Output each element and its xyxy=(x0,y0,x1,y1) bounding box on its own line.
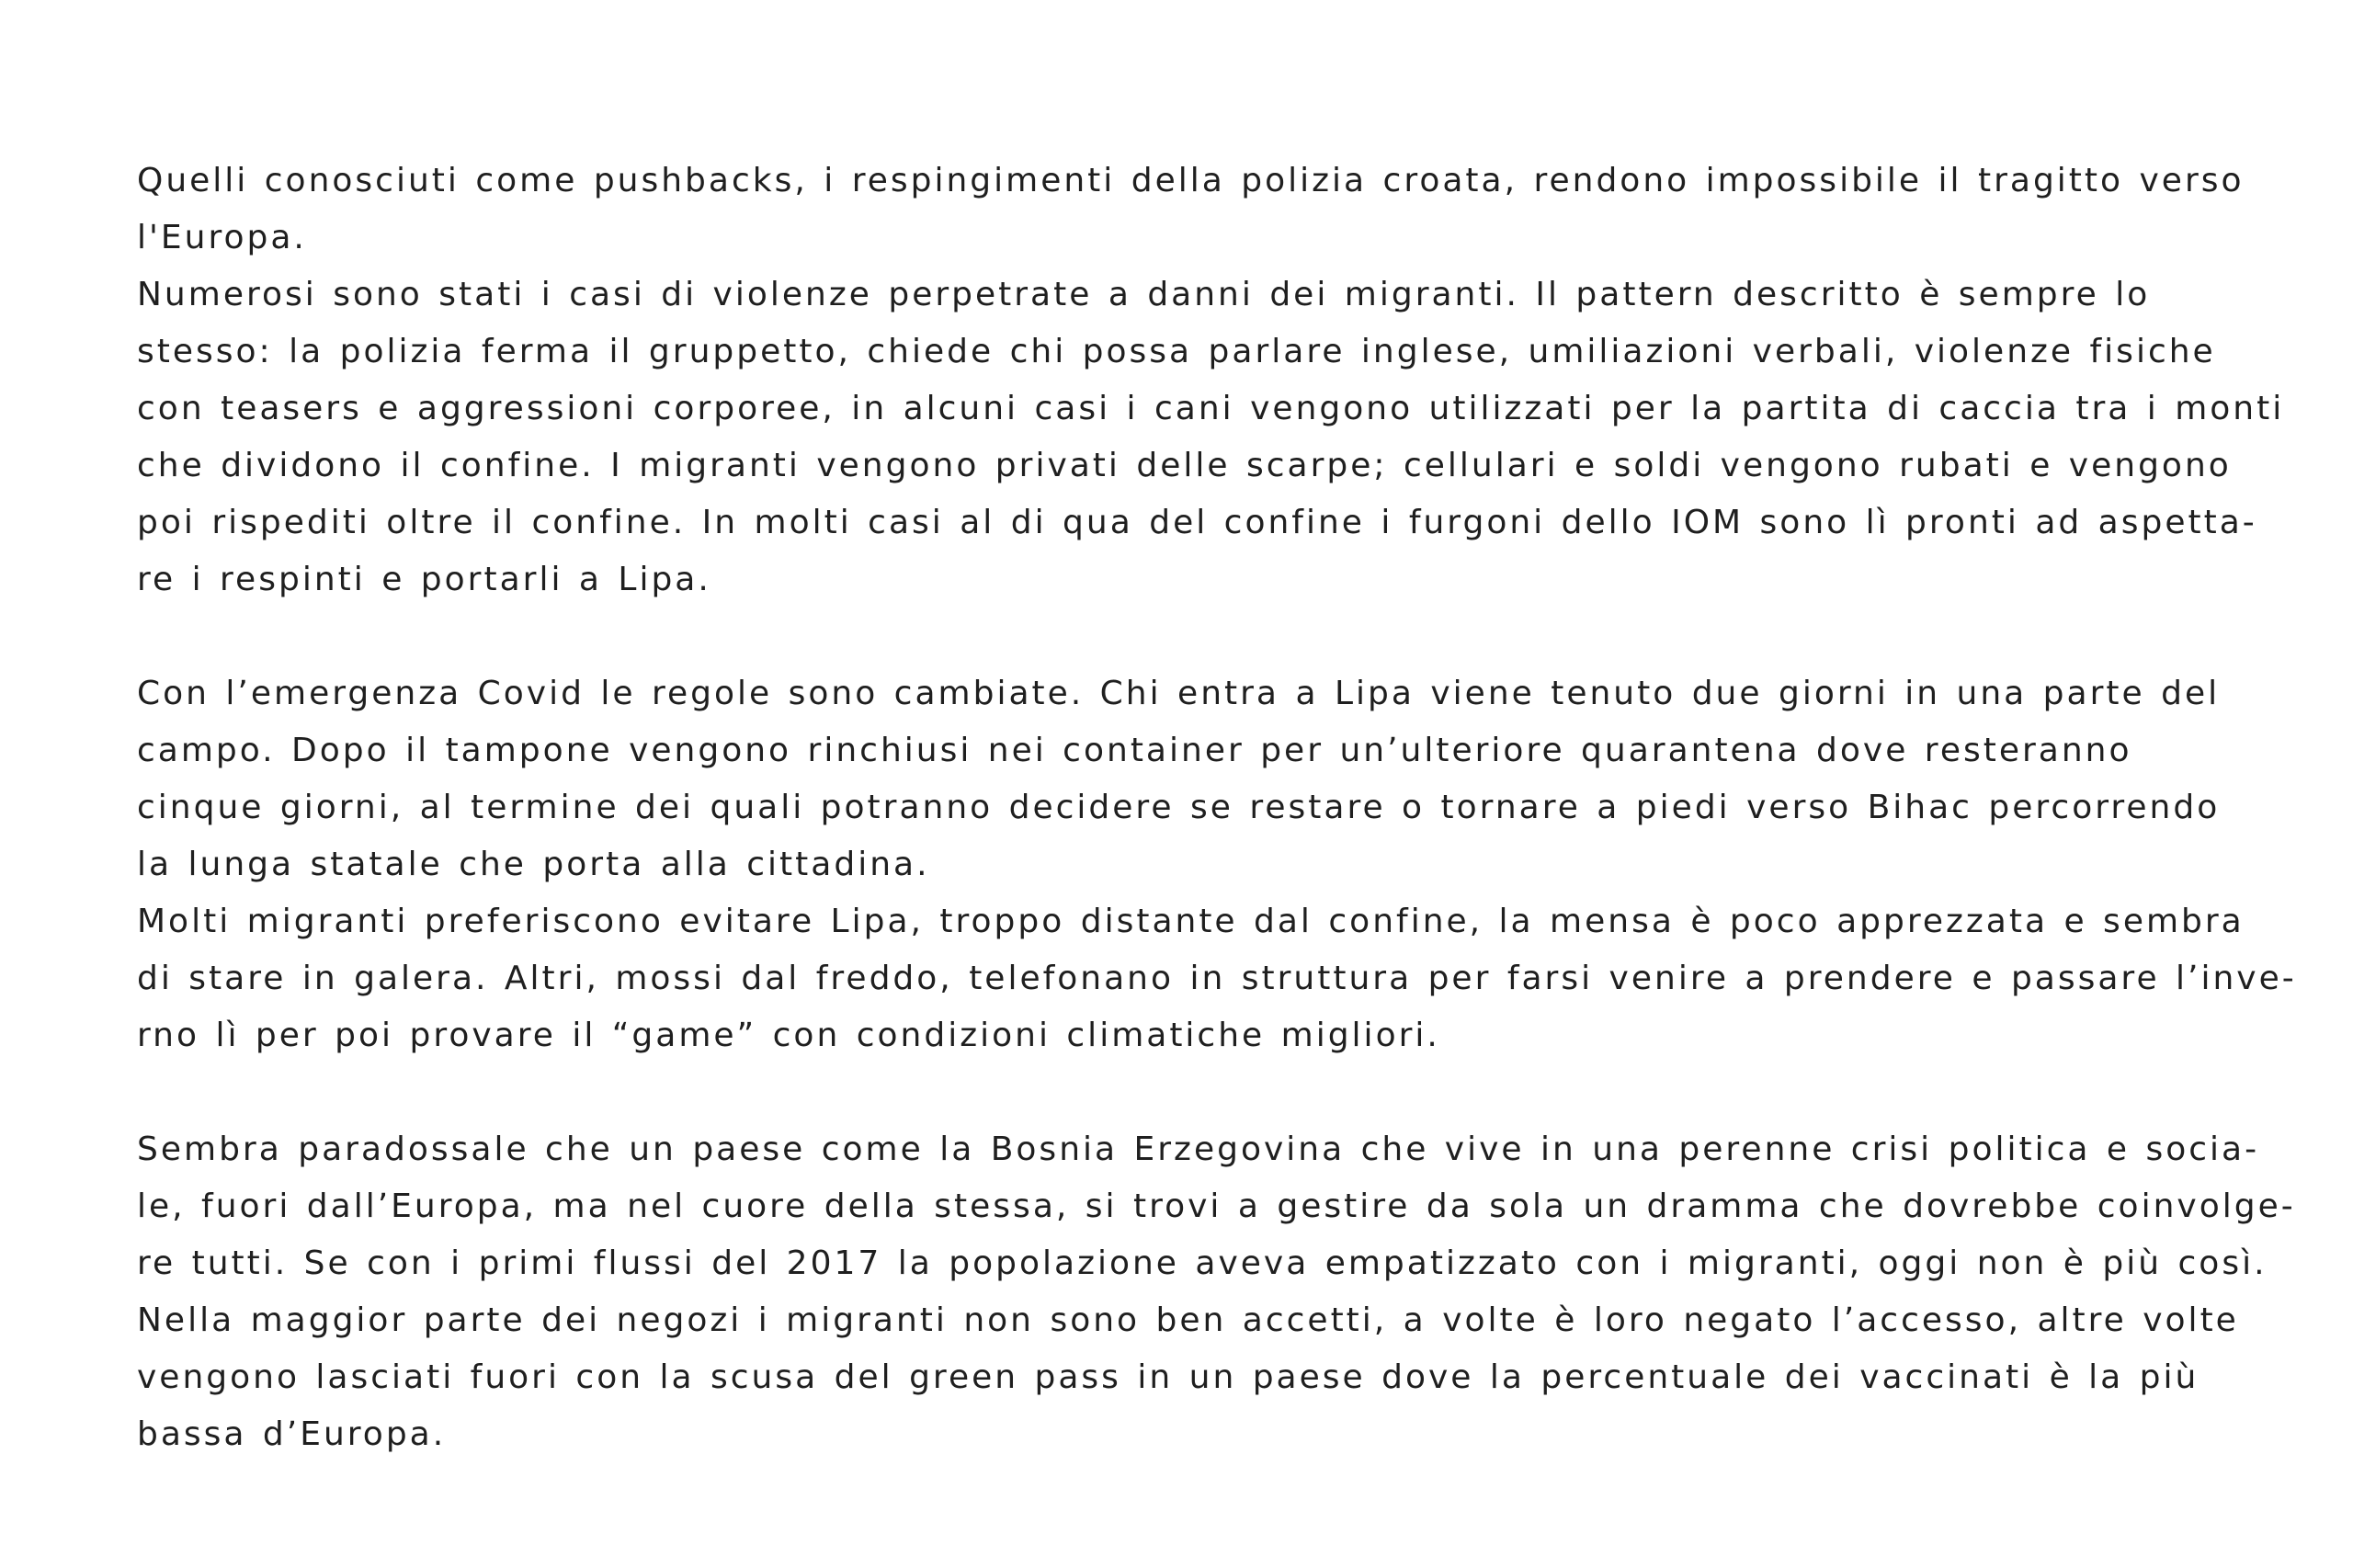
text-line: poi rispediti oltre il confine. In molti casi al di qua del confine i furgoni dello IOM sono lì pronti ad aspetta- xyxy=(137,504,2257,541)
text-line: rno lì per poi provare il “game” con condizioni climatiche migliori. xyxy=(137,1017,1440,1054)
article-text xyxy=(137,153,2297,1463)
text-line: Quelli conosciuti come pushbacks, i respingimenti della polizia croata, rendono impossibile il tragitto verso xyxy=(137,162,2245,199)
text-line: che dividono il confine. I migranti vengono privati delle scarpe; cellulari e soldi vengono rubati e vengono xyxy=(137,447,2232,484)
paragraph-gap xyxy=(137,1064,2251,1121)
text-line: Con l’emergenza Covid le regole sono cambiate. Chi entra a Lipa viene tenuto due giorni in una parte del xyxy=(137,675,2221,712)
text-line: re tutti. Se con i primi flussi del 2017 la popolazione aveva empatizzato con i migranti, oggi non è più così. xyxy=(137,1244,2268,1282)
text-line: le, fuori dall’Europa, ma nel cuore della stessa, si trovi a gestire da sola un dramma che dovrebbe coinvolge- xyxy=(137,1187,2296,1225)
text-line: Nella maggior parte dei negozi i migranti non sono ben accetti, a volte è loro negato l’accesso, altre volte xyxy=(137,1301,2239,1339)
text-line: la lunga statale che porta alla cittadina. xyxy=(137,846,930,883)
text-line: cinque giorni, al termine dei quali potranno decidere se restare o tornare a piedi verso Bihac percorrendo xyxy=(137,789,2221,826)
text-line: re i respinti e portarli a Lipa. xyxy=(137,561,711,598)
text-line: Molti migranti preferiscono evitare Lipa, troppo distante dal confine, la mensa è poco apprezzata e sembra xyxy=(137,903,2245,940)
text-line: vengono lasciati fuori con la scusa del green pass in un paese dove la percentuale dei vaccinati è la più xyxy=(137,1358,2200,1396)
text-line: Numerosi sono stati i casi di violenze perpetrate a danni dei migranti. Il pattern descritto è sempre lo xyxy=(137,276,2151,313)
paragraph-gap xyxy=(137,608,2251,665)
text-line: bassa d’Europa. xyxy=(137,1415,447,1453)
text-line: con teasers e aggressioni corporee, in alcuni casi i cani vengono utilizzati per la partita di caccia tra i monti xyxy=(137,390,2285,427)
text-line: di stare in galera. Altri, mossi dal freddo, telefonano in struttura per farsi venire a prendere e passare l’inve- xyxy=(137,960,2297,997)
text-line: campo. Dopo il tampone vengono rinchiusi nei container per un’ulteriore quarantena dove resteranno xyxy=(137,732,2132,769)
text-line: Sembra paradossale che un paese come la Bosnia Erzegovina che vive in una perenne crisi politica e socia- xyxy=(137,1131,2260,1168)
text-line: l'Europa. xyxy=(137,219,307,256)
text-line: stesso: la polizia ferma il gruppetto, chiede chi possa parlare inglese, umiliazioni verbali, violenze fisiche xyxy=(137,333,2216,370)
